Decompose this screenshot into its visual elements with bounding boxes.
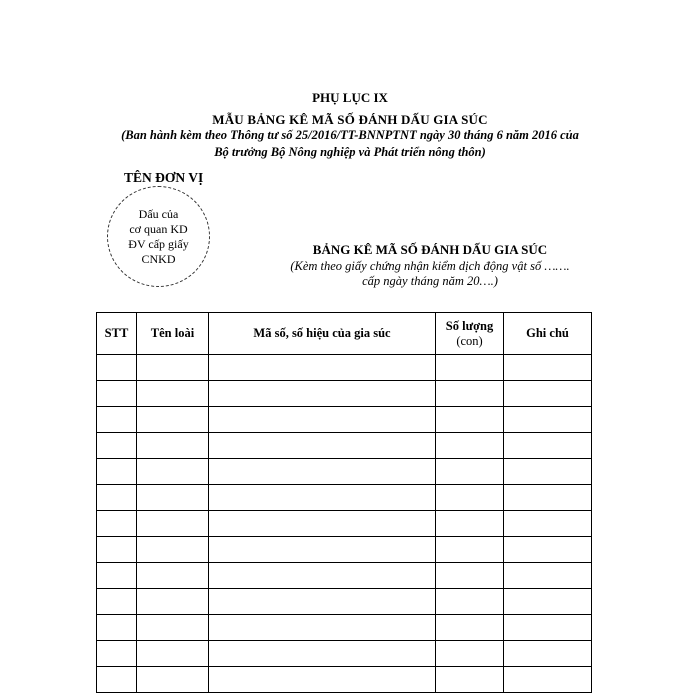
table-row bbox=[97, 537, 592, 563]
quantity-unit: (con) bbox=[456, 333, 483, 348]
stamp-line-1: Dấu của bbox=[138, 206, 179, 221]
cell-quantity bbox=[436, 641, 504, 667]
appendix-title: PHỤ LỤC IX bbox=[312, 90, 388, 105]
cell-quantity bbox=[436, 563, 504, 589]
cell-note bbox=[504, 511, 592, 537]
cell-species bbox=[137, 589, 209, 615]
cell-note bbox=[504, 667, 592, 693]
cell-stt bbox=[97, 563, 137, 589]
cell-species bbox=[137, 459, 209, 485]
cell-note bbox=[504, 433, 592, 459]
table-row bbox=[97, 485, 592, 511]
cell-species bbox=[137, 641, 209, 667]
cell-code bbox=[209, 381, 436, 407]
cell-note bbox=[504, 537, 592, 563]
table-row bbox=[97, 459, 592, 485]
column-header-stt: STT bbox=[97, 313, 137, 355]
table-header-row bbox=[97, 313, 592, 355]
cell-code bbox=[209, 459, 436, 485]
table-row bbox=[97, 355, 592, 381]
cell-quantity bbox=[436, 433, 504, 459]
cell-stt bbox=[97, 641, 137, 667]
cell-code bbox=[209, 563, 436, 589]
cell-quantity bbox=[436, 407, 504, 433]
cell-note bbox=[504, 355, 592, 381]
table-row bbox=[97, 433, 592, 459]
stamp-placeholder bbox=[107, 186, 210, 287]
cell-code bbox=[209, 615, 436, 641]
list-title: BẢNG KÊ MÃ SỐ ĐÁNH DẤU GIA SÚC bbox=[312, 242, 548, 257]
table-row bbox=[97, 589, 592, 615]
cell-stt bbox=[97, 381, 137, 407]
cell-code bbox=[209, 355, 436, 381]
issuance-note-line-1: (Ban hành kèm theo Thông tư số 25/2016/TT-BNNPTNT ngày 30 tháng 6 năm 2016 của bbox=[121, 128, 579, 142]
cell-species bbox=[137, 381, 209, 407]
unit-name-label: TÊN ĐƠN VỊ bbox=[124, 170, 204, 185]
livestock-code-table bbox=[96, 312, 592, 693]
cell-quantity bbox=[436, 667, 504, 693]
cell-code bbox=[209, 667, 436, 693]
cell-quantity bbox=[436, 459, 504, 485]
form-title: MẪU BẢNG KÊ MÃ SỐ ĐÁNH DẤU GIA SÚC bbox=[212, 112, 488, 127]
stamp-line-4: CNKD bbox=[141, 251, 176, 266]
cell-stt bbox=[97, 433, 137, 459]
table-body bbox=[97, 355, 592, 693]
cell-code bbox=[209, 641, 436, 667]
cell-stt bbox=[97, 589, 137, 615]
cell-code bbox=[209, 433, 436, 459]
issuance-note-line-2: Bộ trưởng Bộ Nông nghiệp và Phát triển nông thôn) bbox=[214, 145, 486, 159]
stamp-line-2: cơ quan KD bbox=[129, 221, 188, 236]
table-row bbox=[97, 511, 592, 537]
cell-species bbox=[137, 433, 209, 459]
cell-species bbox=[137, 537, 209, 563]
certificate-reference-line-2: cấp ngày tháng năm 20….) bbox=[362, 274, 498, 288]
cell-quantity bbox=[436, 589, 504, 615]
cell-note bbox=[504, 589, 592, 615]
cell-stt bbox=[97, 537, 137, 563]
cell-quantity bbox=[436, 537, 504, 563]
column-header-quantity bbox=[436, 313, 504, 355]
cell-note bbox=[504, 459, 592, 485]
cell-stt bbox=[97, 355, 137, 381]
column-header-species: Tên loài bbox=[137, 313, 209, 355]
cell-species bbox=[137, 615, 209, 641]
cell-species bbox=[137, 667, 209, 693]
cell-quantity bbox=[436, 615, 504, 641]
table-row bbox=[97, 563, 592, 589]
cell-quantity bbox=[436, 381, 504, 407]
cell-note bbox=[504, 485, 592, 511]
cell-quantity bbox=[436, 485, 504, 511]
column-header-note: Ghi chú bbox=[504, 313, 592, 355]
cell-stt bbox=[97, 511, 137, 537]
cell-stt bbox=[97, 459, 137, 485]
cell-code bbox=[209, 589, 436, 615]
cell-stt bbox=[97, 667, 137, 693]
cell-note bbox=[504, 615, 592, 641]
table-row bbox=[97, 667, 592, 693]
certificate-reference-line-1: (Kèm theo giấy chứng nhận kiểm dịch động vật số ……. bbox=[290, 259, 570, 273]
cell-note bbox=[504, 563, 592, 589]
cell-note bbox=[504, 407, 592, 433]
table-row bbox=[97, 641, 592, 667]
cell-code bbox=[209, 537, 436, 563]
cell-quantity bbox=[436, 355, 504, 381]
cell-stt bbox=[97, 485, 137, 511]
cell-code bbox=[209, 485, 436, 511]
cell-stt bbox=[97, 407, 137, 433]
table-row bbox=[97, 381, 592, 407]
cell-species bbox=[137, 563, 209, 589]
table-row bbox=[97, 615, 592, 641]
cell-code bbox=[209, 511, 436, 537]
cell-species bbox=[137, 355, 209, 381]
cell-stt bbox=[97, 615, 137, 641]
cell-species bbox=[137, 407, 209, 433]
cell-note bbox=[504, 381, 592, 407]
column-header-code: Mã số, số hiệu của gia súc bbox=[209, 313, 436, 355]
quantity-label: Số lượng bbox=[445, 318, 494, 333]
cell-quantity bbox=[436, 511, 504, 537]
cell-species bbox=[137, 485, 209, 511]
table-row bbox=[97, 407, 592, 433]
cell-species bbox=[137, 511, 209, 537]
stamp-line-3: ĐV cấp giấy bbox=[128, 236, 189, 251]
cell-code bbox=[209, 407, 436, 433]
cell-note bbox=[504, 641, 592, 667]
